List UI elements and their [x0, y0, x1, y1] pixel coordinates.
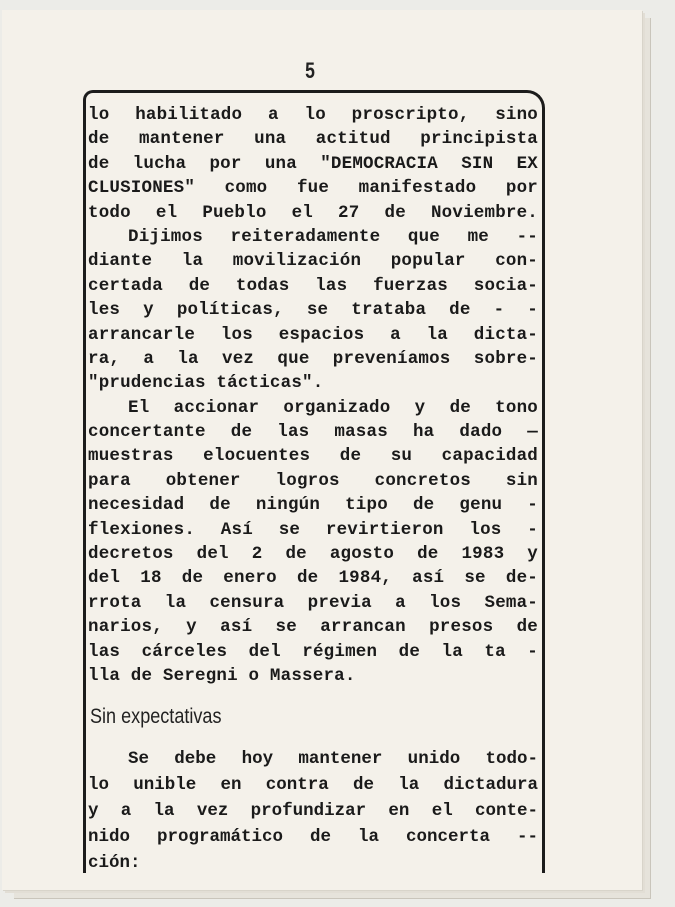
body-text	[88, 103, 538, 688]
text-line: narios, y así se arrancan presos de	[88, 617, 538, 638]
text-line: ra, a la vez que preveníamos sobre-	[88, 348, 538, 369]
text-line: diante la movilización popular con-	[88, 251, 538, 272]
text-line: del 18 de enero de 1984, así se de-	[88, 568, 538, 589]
section-heading: Sin expectativas	[90, 705, 222, 728]
text-line: concertante de las masas ha dado —	[88, 422, 538, 443]
text-line: decretos del 2 de agosto de 1983 y	[88, 544, 538, 565]
text-line: lo unible en contra de la dictadura	[88, 775, 538, 795]
text-line: necesidad de ningún tipo de genu -	[88, 495, 538, 516]
text-line: flexiones. Así se revirtieron los -	[88, 519, 538, 540]
text-line: arrancarle los espacios a la dicta-	[88, 324, 538, 345]
page-number: 5	[305, 58, 315, 83]
text-line: lo habilitado a lo proscripto, sino	[88, 105, 538, 125]
text-line: nido programático de la concerta --	[88, 827, 538, 847]
text-line: rrota la censura previa a los Sema-	[88, 592, 538, 613]
text-line: muestras elocuentes de su capacidad	[88, 446, 538, 467]
text-line: Dijimos reiteradamente que me --	[128, 226, 538, 247]
text-line: certada de todas las fuerzas socia-	[88, 275, 538, 296]
text-line: de lucha por una "DEMOCRACIA SIN EX	[88, 153, 538, 174]
text-line: las cárceles del régimen de la ta -	[88, 641, 538, 662]
text-line: todo el Pueblo el 27 de Noviembre.	[88, 202, 538, 223]
text-line: CLUSIONES" como fue manifestado por	[88, 178, 538, 199]
text-line: Se debe hoy mantener unido todo-	[128, 749, 538, 769]
text-line: les y políticas, se trataba de - -	[88, 300, 538, 321]
text-line: de mantener una actitud principista	[88, 129, 538, 150]
text-line: ción:	[88, 853, 141, 873]
text-line: para obtener logros concretos sin	[88, 470, 538, 491]
final-paragraph	[88, 746, 538, 876]
text-line: "prudencias tácticas".	[88, 373, 324, 394]
text-line: lla de Seregni o Massera.	[88, 665, 356, 686]
text-line: y a la vez profundizar en el conte-	[88, 801, 538, 821]
text-line: El accionar organizado y de tono	[128, 397, 538, 418]
